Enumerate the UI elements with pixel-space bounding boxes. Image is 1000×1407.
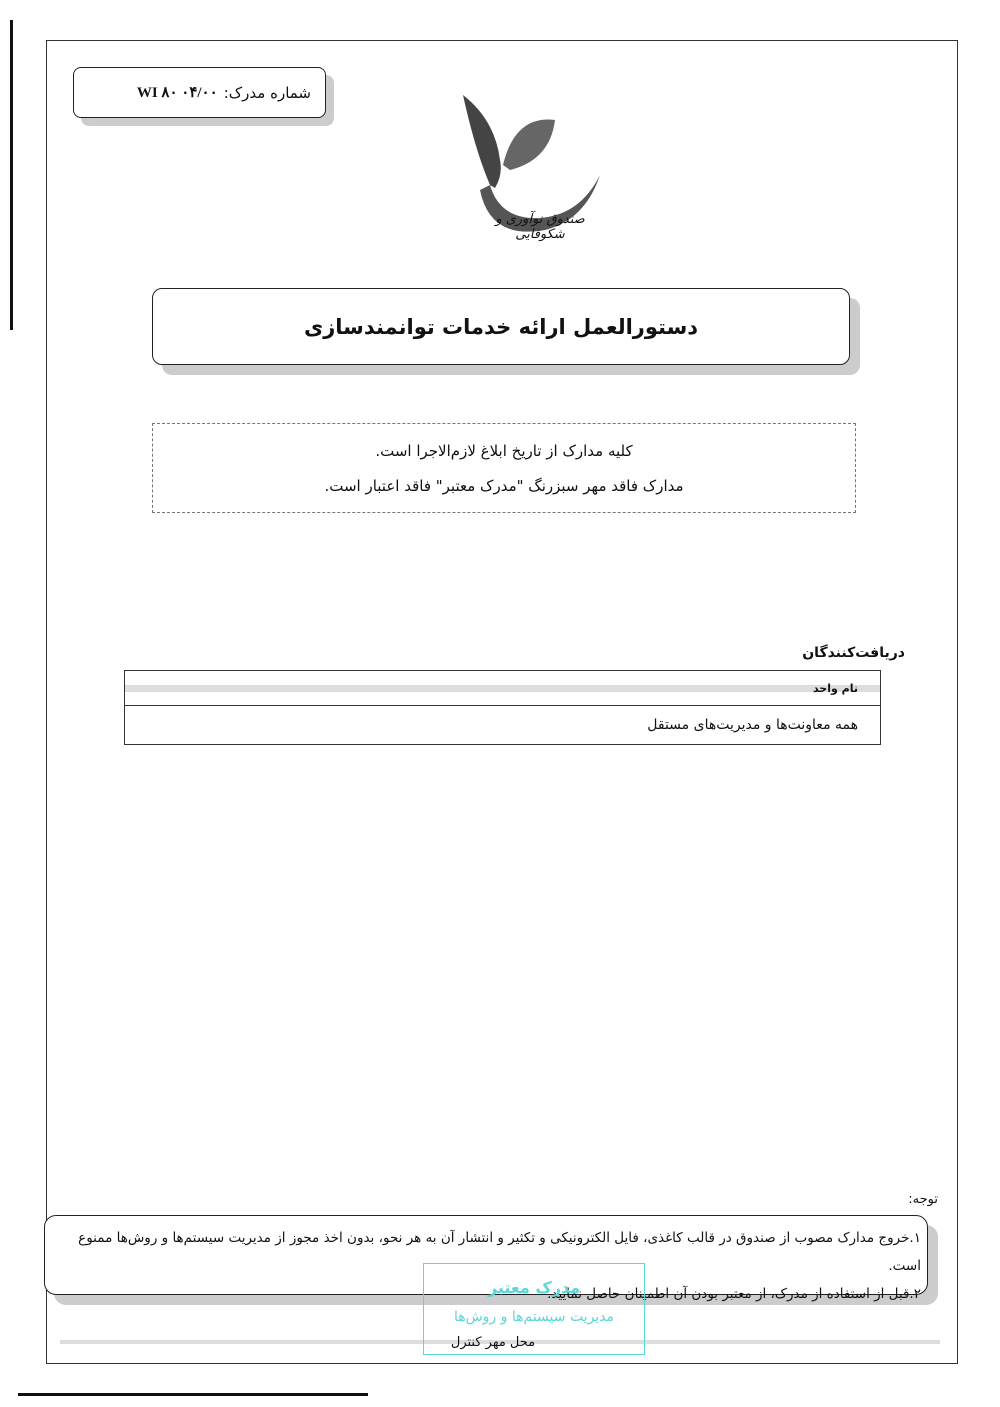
validity-notice [152,423,856,513]
page-title: دستورالعمل ارائه خدمات توانمندسازی [152,288,850,365]
stamp-title: مدرک معتبر [487,1278,581,1297]
note-item: ۲.قبل از استفاده از مدرک، از معتبر بودن آن اطمینان حاصل نمایید. [547,1286,921,1302]
recipients-table [124,670,881,745]
table-row [125,706,881,745]
scan-edge [18,1393,368,1396]
doc-number-value: WI ۸۰ ۰۴/۰۰ [136,85,218,101]
doc-number-box [73,67,326,118]
logo-text: صندوق نوآوری و شکوفایی [495,212,585,242]
scan-edge [10,20,13,330]
column-header: نام واحد [125,671,881,706]
doc-number-label: شماره مدرک: [223,83,311,102]
notice-line: مدارک فاقد مهر سبزرنگ "مدرک معتبر" فاقد اعتبار است. [324,477,684,495]
stamp-unit: مدیریت سیستم‌ها و روش‌ها [453,1309,615,1325]
notice-line: کلیه مدارک از تاریخ ابلاغ لازم‌الاجرا است. [375,442,633,460]
note-label: توجه: [908,1192,938,1207]
recipients-label: دریافت‌کنندگان [802,645,905,661]
stamp-place-label: محل مهر کنترل [450,1335,536,1350]
note-item: ۱.خروج مدارک مصوب از صندوق در قالب کاغذی، فایل الکترونیکی و تکثیر و انتشار آن به هر نحو، بدون اخذ مجوز از مدیریت سیستم‌ها و روش‌ها ممنوع است. [78,1230,921,1274]
table-cell: همه معاونت‌ها و مدیریت‌های مستقل [125,706,881,745]
